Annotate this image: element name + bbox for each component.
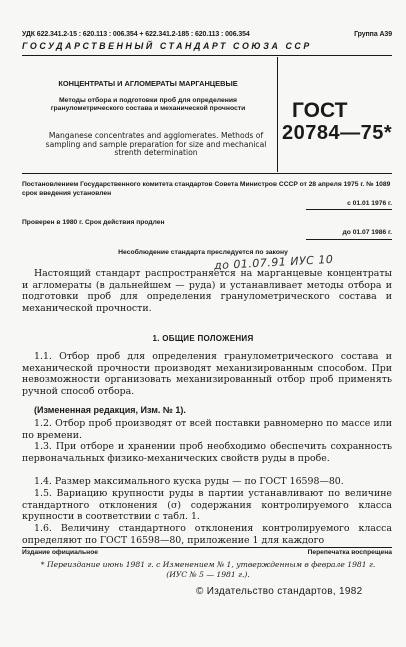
intro-paragraph: Настоящий стандарт распространяется на марганцевые концентраты и агломераты (в дальнейшем — руда) и устанавливает методы отбора и подготовки проб для определения гранулометрического состава и механической прочности. — [22, 268, 392, 314]
paragraph-1-1: 1.1. Отбор проб для определения гранулометрического состава и механической прочности производят механизированным способом. При невозможности организовать механизированный отбор проб применять ручной способ отбора. — [22, 351, 392, 397]
reprint-forbidden: Перепечатка воспрещена — [307, 549, 392, 556]
section-title: 1. ОБЩИЕ ПОЛОЖЕНИЯ — [152, 334, 254, 343]
revision-note: (Измененная редакция, Изм. № 1). — [34, 405, 186, 415]
paragraph-1-4: 1.4. Размер максимального куска руды — по ГОСТ 16598—80. — [34, 476, 344, 487]
gost-label: ГОСТ — [292, 99, 348, 122]
reissue-note: * Переиздание июнь 1981 г. с Изменением № 1, утвержденным в феврале 1981 г. (ИУС № 5 — 1981 г.). — [40, 560, 376, 579]
udk-line — [22, 31, 392, 38]
group-code: Группа А39 — [354, 31, 392, 38]
date-to-underline — [306, 239, 392, 240]
official-edition: Издание официальное — [22, 549, 99, 556]
standard-line: ГОСУДАРСТВЕННЫЙ СТАНДАРТ СОЮЗА ССР — [22, 41, 312, 51]
title-divider — [277, 57, 278, 172]
copyright: © Издательство стандартов, 1982 — [196, 586, 363, 597]
title-english: Manganese concentrates and agglomerates. Methods of sampling and sample preparation for size and mechanical strenth determination — [45, 131, 267, 158]
gost-number: 20784—75* — [282, 122, 393, 144]
top-rule — [22, 55, 392, 56]
law-notice: Несоблюдение стандарта преследуется по закону — [118, 249, 288, 256]
handwritten-note: до 01.07.91 ИУС 10 — [213, 252, 334, 273]
paragraph-1-3: 1.3. При отборе и хранении проб необходимо обеспечить сохранность первоначальных физико-механических свойств руды в пробе. — [22, 441, 392, 464]
date-from: с 01.01 1976 г. — [347, 200, 392, 207]
checked-text: Проверен в 1980 г. Срок действия продлен — [22, 219, 165, 226]
date-to: до 01.07 1986 г. — [342, 229, 392, 236]
title-main: КОНЦЕНТРАТЫ И АГЛОМЕРАТЫ МАРГАНЦЕВЫЕ — [58, 79, 238, 88]
udk-code: УДК 622.341.2-15 : 620.113 : 006.354 + 622.341.2-185 : 620.113 : 006.354 — [22, 31, 250, 38]
footer-rule — [22, 547, 392, 548]
date-from-underline — [306, 209, 392, 210]
paragraph-1-6: 1.6. Величину стандартного отклонения контролируемого класса определяют по ГОСТ 16598—80, приложение 1 для каждого — [22, 523, 392, 546]
paragraph-1-5: 1.5. Вариацию крупности руды в партии устанавливают по величине стандартного отклонения (σ) содержания контролируемого класса крупности в соответствии с табл. 1. — [22, 488, 392, 523]
decree-text: Постановлением Государственного комитета стандартов Совета Министров СССР от 28 апреля 1975 г. № 1089 срок введения установлен — [22, 181, 391, 197]
title-sub: Методы отбора и подготовки проб для определения гранулометрического состава и механической прочности — [50, 97, 246, 113]
title-bottom-rule — [22, 173, 392, 174]
paragraph-1-2: 1.2. Отбор проб производят от всей поставки равномерно по массе или по времени. — [22, 418, 392, 441]
